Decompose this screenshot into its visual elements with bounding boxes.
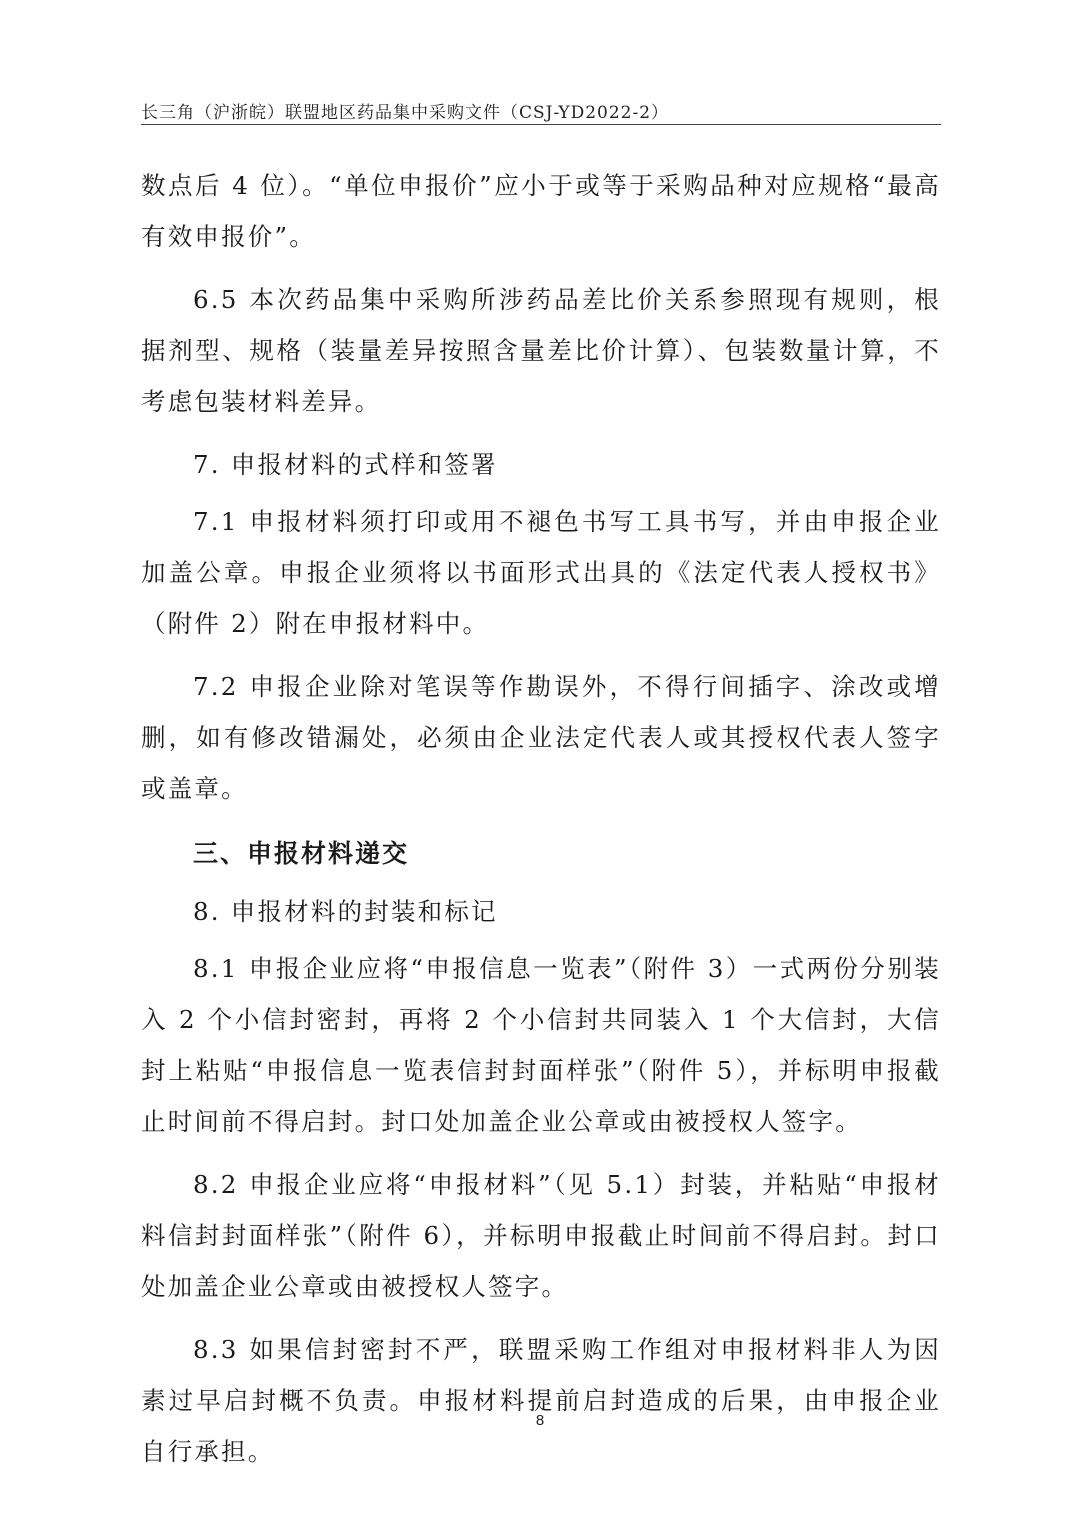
header-divider (141, 124, 941, 125)
paragraph-6-5: 6.5 本次药品集中采购所涉药品差比价关系参照现有规则，根据剂型、规格（装量差异按照含量差比价计算）、包装数量计算，不考虑包装材料差异。 (141, 285, 941, 416)
paragraph-8-3: 8.3 如果信封密封不严，联盟采购工作组对申报材料非人为因素过早启封概不负责。申报材料提前启封造成的后果，由申报企业自行承担。 (141, 1335, 941, 1466)
page-number: 8 (535, 1412, 545, 1429)
paragraph-8-1: 8.1 申报企业应将“申报信息一览表”（附件 3）一式两份分别装入 2 个小信封密封，再将 2 个小信封共同装入 1 个大信封，大信封上粘贴“申报信息一览表信封封面样张”（附件 5），并标明申报截止时间前不得启封。封口处加盖企业公章或由被授权人签字。 (141, 954, 941, 1136)
paragraph-7-1: 7.1 申报材料须打印或用不褪色书写工具书写，并由申报企业加盖公章。申报企业须将以书面形式出具的《法定代表人授权书》（附件 2）附在申报材料中。 (141, 507, 941, 638)
running-header: 长三角（沪浙皖）联盟地区药品集中采购文件（CSJ-YD2022-2） (141, 103, 670, 123)
heading-7: 7. 申报材料的式样和签署 (193, 450, 498, 479)
document-body (141, 160, 941, 1489)
heading-8: 8. 申报材料的封装和标记 (193, 897, 498, 926)
paragraph-continuation: 数点后 4 位）。“单位申报价”应小于或等于采购品种对应规格“最高有效申报价”。 (141, 171, 941, 251)
paragraph-8-2: 8.2 申报企业应将“申报材料”（见 5.1）封装，并粘贴“申报材料信封封面样张”（附件 6），并标明申报截止时间前不得启封。封口处加盖企业公章或由被授权人签字。 (141, 1170, 941, 1301)
paragraph-7-2: 7.2 申报企业除对笔误等作勘误外，不得行间插字、涂改或增删，如有修改错漏处，必须由企业法定代表人或其授权代表人签字或盖章。 (141, 672, 941, 803)
section-title-3: 三、申报材料递交 (193, 839, 410, 868)
